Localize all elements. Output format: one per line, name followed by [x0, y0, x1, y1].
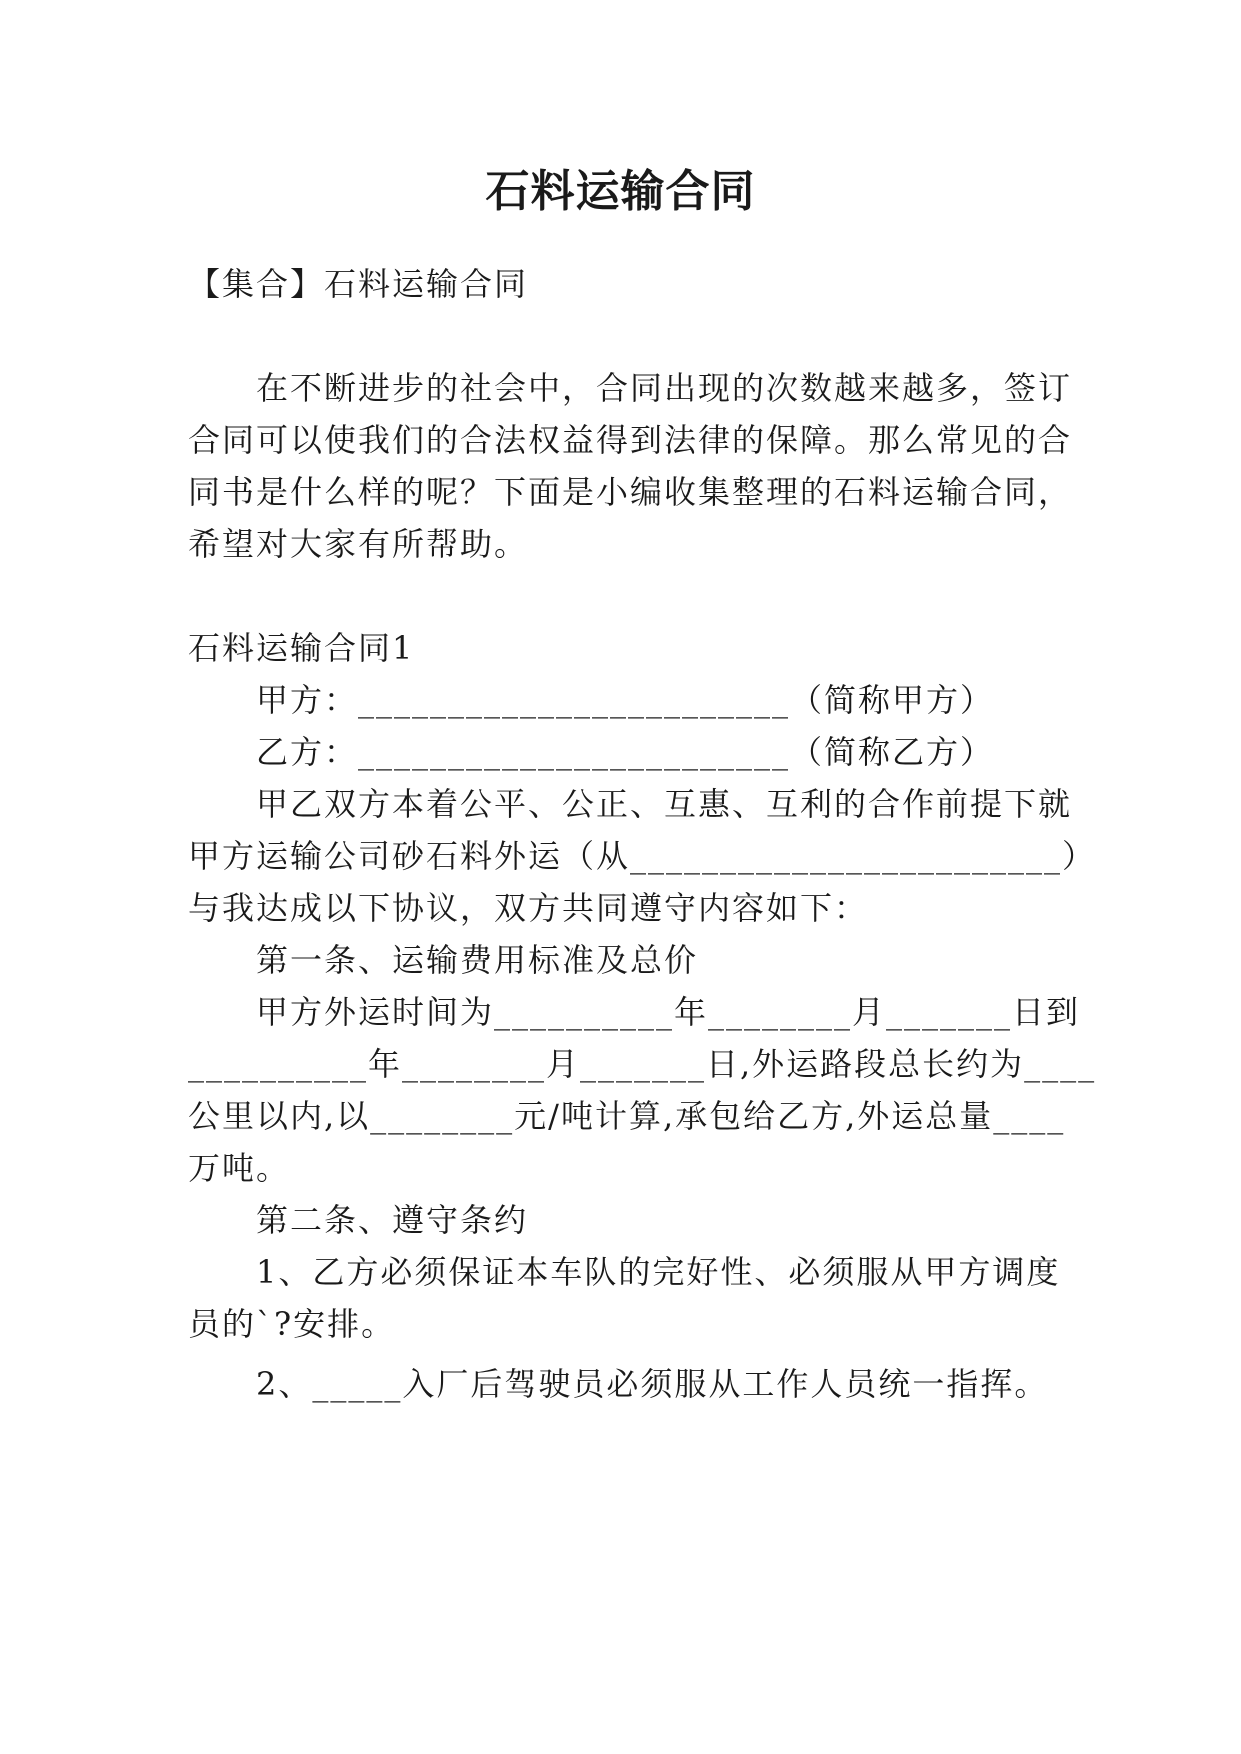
preamble-line: 甲方运输公司砂石料外运（从________________________）	[188, 837, 1097, 875]
article2-item-line: 1、乙方必须保证本车队的完好性、必须服从甲方调度	[256, 1253, 1061, 1291]
article1-line: 甲方外运时间为__________年________月_______日到	[256, 993, 1081, 1031]
preamble-line: 与我达成以下协议，双方共同遵守内容如下：	[188, 889, 869, 927]
article2-heading: 第二条、遵守条约	[256, 1201, 529, 1239]
intro-line: 希望对大家有所帮助。	[188, 525, 529, 563]
article1-heading: 第一条、运输费用标准及总价	[256, 941, 699, 979]
party-b-line: 乙方：________________________（简称乙方）	[256, 733, 995, 771]
preamble-line: 甲乙双方本着公平、公正、互惠、互利的合作前提下就	[256, 785, 1073, 823]
document-title: 石料运输合同	[485, 166, 756, 217]
article2-item-line: 员的`?安排。	[188, 1305, 396, 1343]
document-subtitle: 【集合】石料运输合同	[188, 265, 529, 303]
contract-heading: 石料运输合同1	[188, 629, 415, 667]
party-a-line: 甲方：________________________（简称甲方）	[256, 681, 995, 719]
article1-line: 万吨。	[188, 1149, 291, 1187]
intro-line: 同书是什么样的呢？下面是小编收集整理的石料运输合同，	[188, 473, 1073, 511]
article2-item-line: 2、_____入厂后驾驶员必须服从工作人员统一指挥。	[256, 1365, 1049, 1403]
intro-line: 在不断进步的社会中，合同出现的次数越来越多，签订	[256, 369, 1073, 407]
article1-line: 公里以内,以________元/吨计算,承包给乙方,外运总量____	[188, 1097, 1066, 1135]
article1-line: __________年________月_______日,外运路段总长约为____	[188, 1045, 1097, 1083]
intro-line: 合同可以使我们的合法权益得到法律的保障。那么常见的合	[188, 421, 1073, 459]
